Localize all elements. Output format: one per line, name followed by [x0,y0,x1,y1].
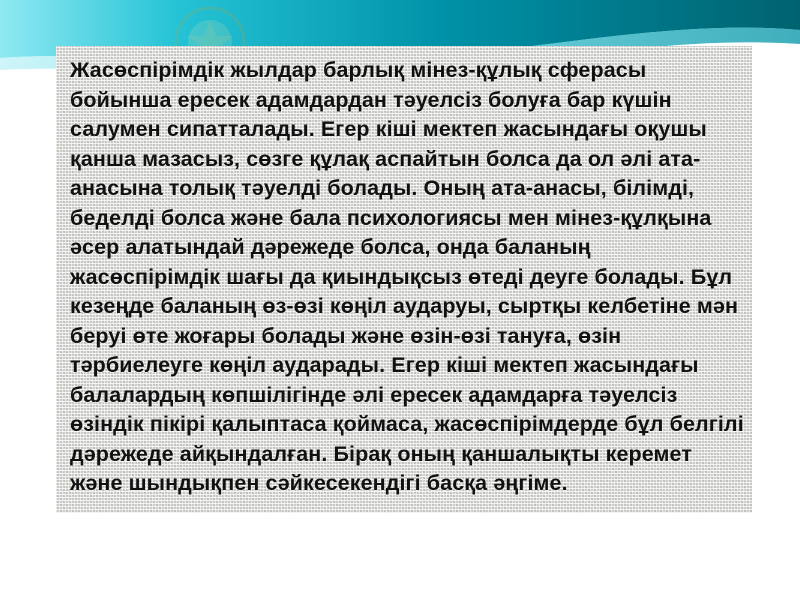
corner-decoration [0,540,60,600]
body-paragraph: Жасөспірімдік жылдар барлық мінез-құлық сферасы бойынша ересек адамдардан тәуелсіз болуға бар күшін салумен сипатталады. Егер кіші мектеп жасындағы оқушы қанша мазасыз, сөзге құлақ аспайтын болса да ол әлі ата-анасына толық тәуелді болады. Оның ата-анасы, білімді, беделді болса және бала психологиясы мен мінез-құлқына әсер алатындай дәрежеде болса, онда баланың жасөспірімдік шағы да қиындықсыз өтеді деуге болады. Бұл кезеңде баланың өз-өзі көңіл аударуы, сыртқы келбетіне мән беруі өте жоғары болады және өзін-өзі тануға, өзін тәрбиелеуге көңіл аударады. Егер кіші мектеп жасындағы балалардың көпшілігінде әлі ересек адамдарға тәуелсіз өзіндік пікірі қалыптаса қоймаса, жасөспірімдерде бұл белгілі дәрежеде айқындалған. Бірақ оның қаншалықты керемет және шындықпен сәйкесекендігі басқа әңгіме. [70,58,744,495]
slide-body-text [56,46,752,513]
